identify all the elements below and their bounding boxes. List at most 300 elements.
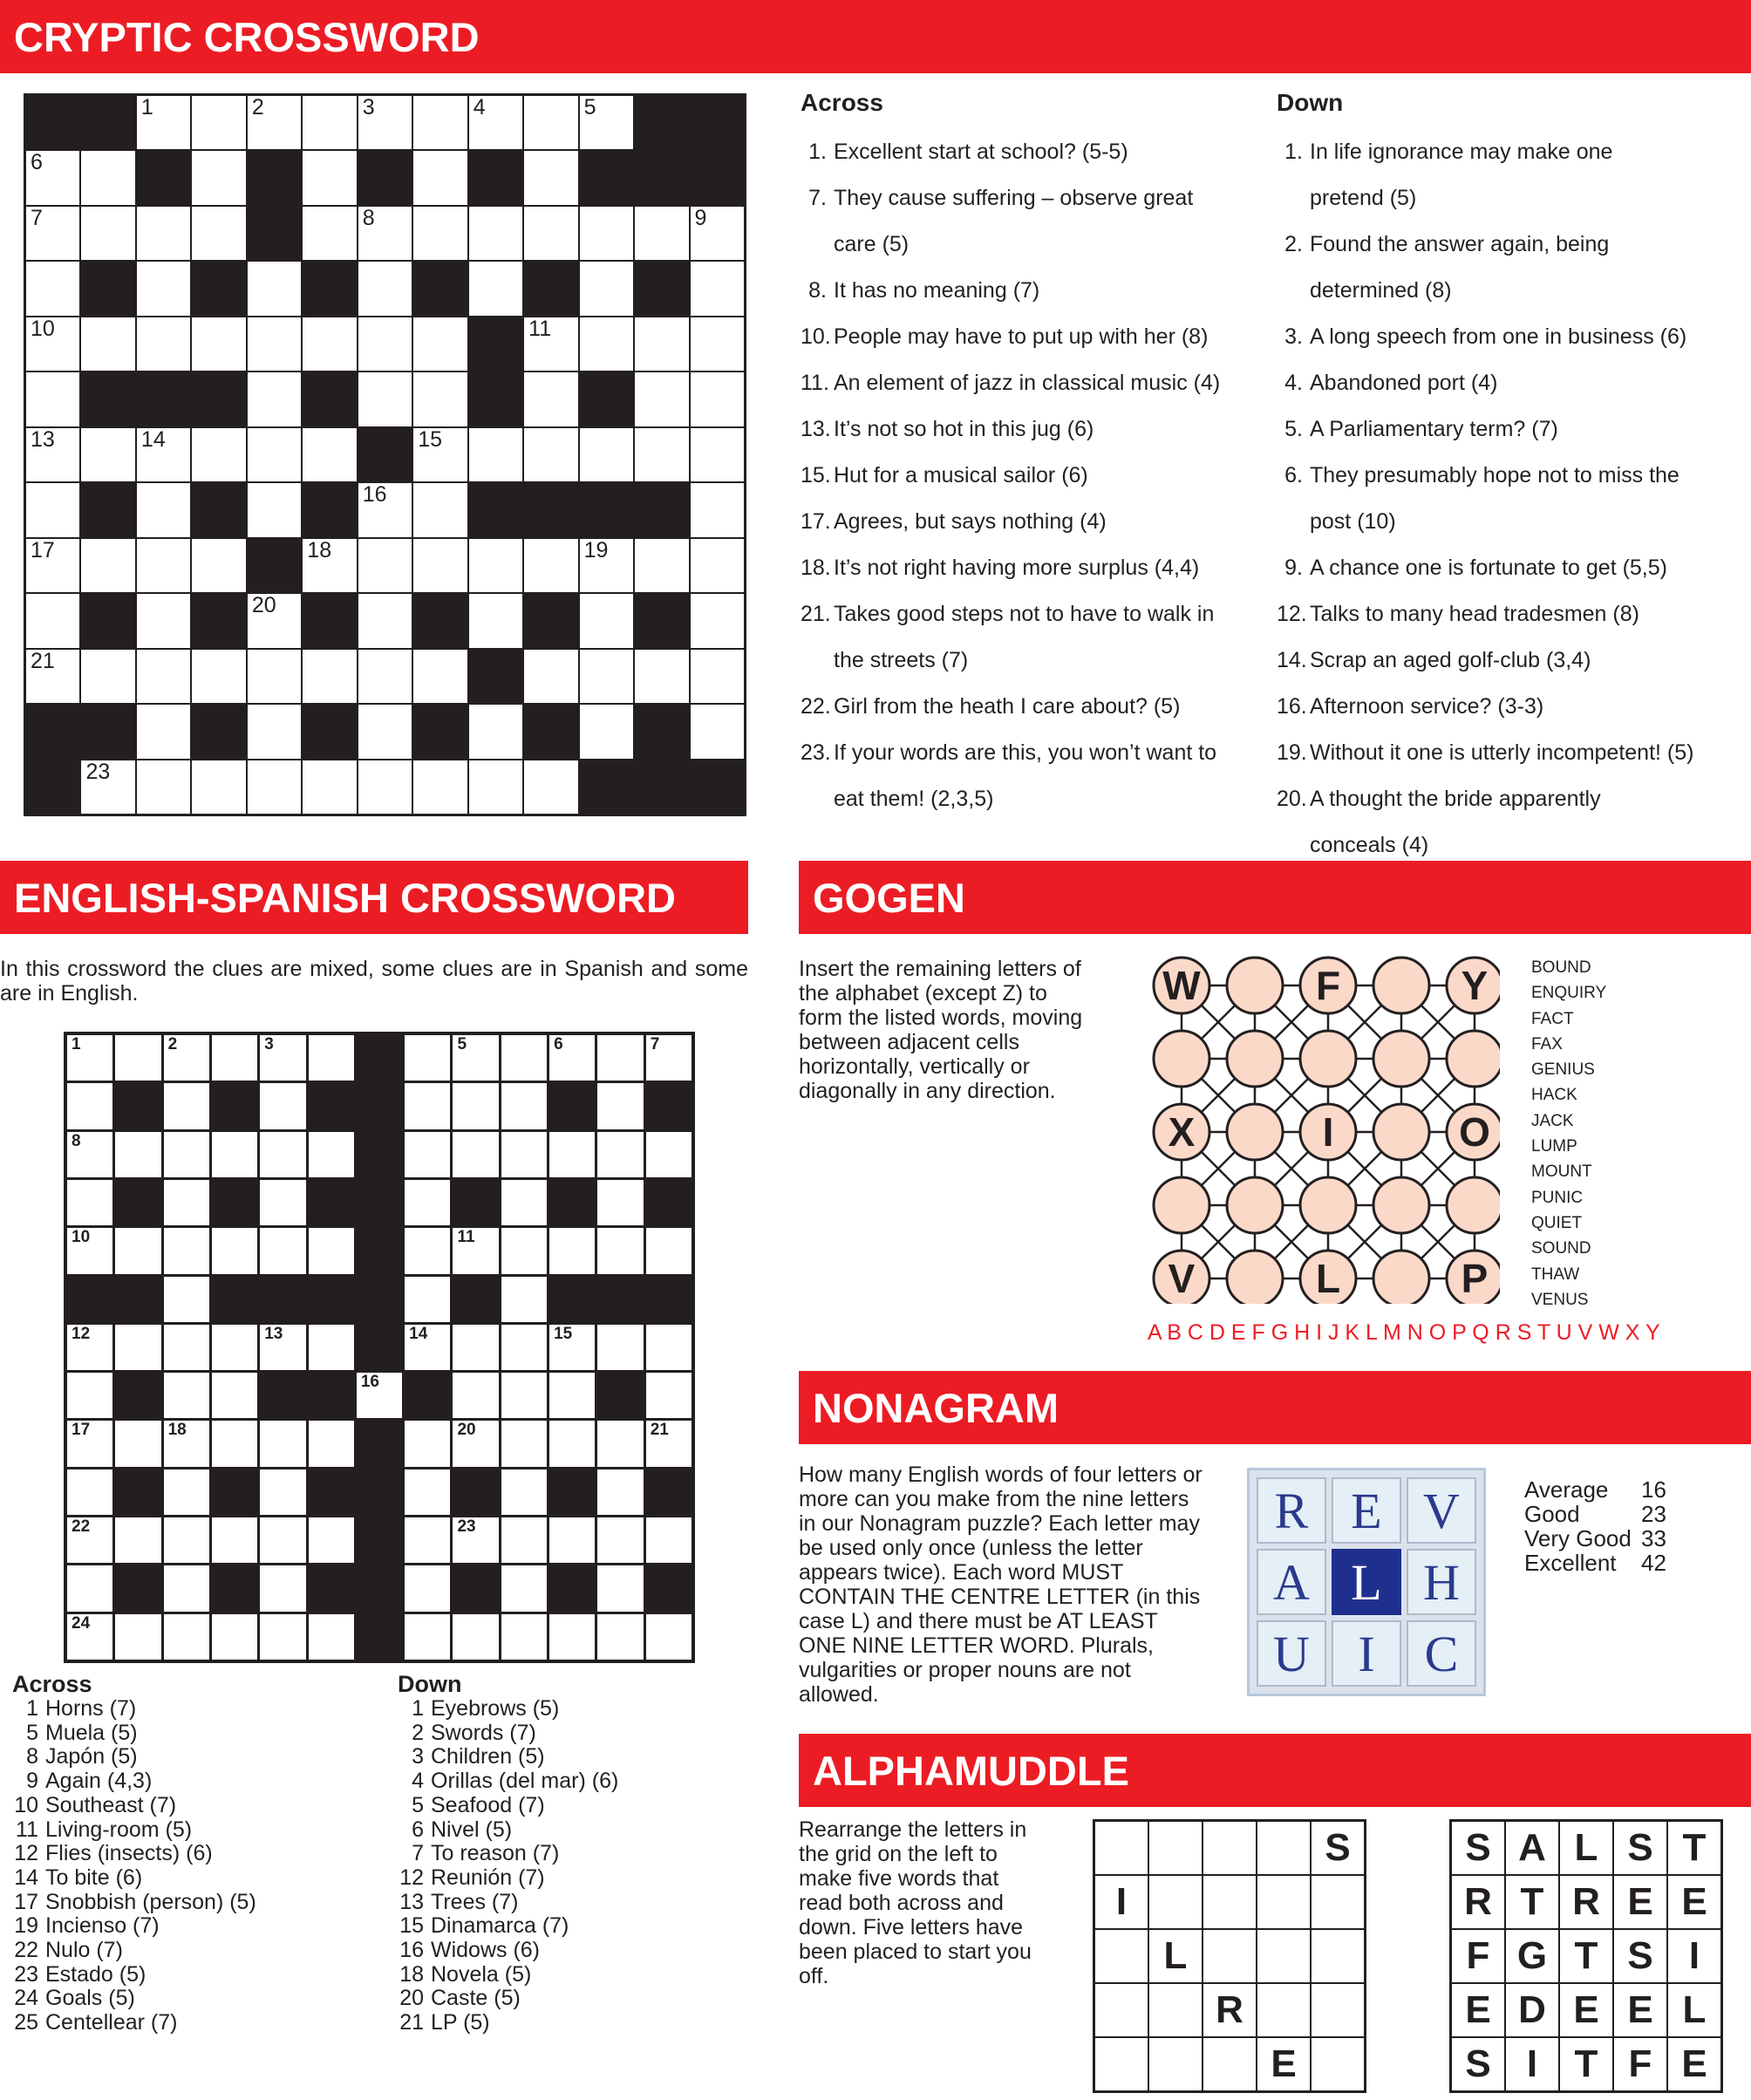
- alphamuddle-cell[interactable]: L: [1149, 1930, 1202, 1982]
- grid-cell[interactable]: [303, 317, 356, 371]
- grid-cell[interactable]: [358, 372, 412, 426]
- grid-cell[interactable]: [646, 1373, 692, 1418]
- grid-cell[interactable]: [524, 760, 577, 814]
- grid-cell[interactable]: [580, 705, 633, 758]
- grid-cell[interactable]: [597, 1325, 643, 1370]
- gogen-cell[interactable]: [1300, 1031, 1356, 1087]
- grid-cell[interactable]: [137, 594, 190, 647]
- grid-cell[interactable]: [501, 1132, 547, 1177]
- grid-cell[interactable]: [248, 317, 301, 371]
- grid-cell[interactable]: [524, 96, 577, 149]
- grid-cell[interactable]: [453, 1325, 498, 1370]
- clue: [398, 1794, 764, 1818]
- clue-number: 24: [14, 1986, 38, 2011]
- clue-text: LP (5): [431, 2010, 490, 2035]
- clue-number: 2: [251, 95, 264, 119]
- grid-cell[interactable]: [137, 650, 190, 703]
- grid-cell[interactable]: [597, 1614, 643, 1660]
- grid-cell[interactable]: [357, 1373, 402, 1418]
- grid-cell[interactable]: [192, 207, 245, 260]
- grid-cell[interactable]: [248, 96, 301, 149]
- gogen-cell[interactable]: [1227, 1104, 1283, 1160]
- gogen-cell[interactable]: [1447, 1177, 1500, 1233]
- grid-cell[interactable]: [691, 539, 744, 592]
- grid-cell[interactable]: [405, 1083, 450, 1128]
- grid-cell[interactable]: [137, 428, 190, 481]
- grid-cell[interactable]: [309, 1035, 354, 1081]
- grid-cell[interactable]: [501, 1517, 547, 1563]
- grid-cell[interactable]: [646, 1614, 692, 1660]
- grid-cell[interactable]: [358, 262, 412, 315]
- grid-cell[interactable]: [26, 151, 79, 204]
- grid-cell[interactable]: [453, 1373, 498, 1418]
- grid-cell[interactable]: [164, 1132, 209, 1177]
- grid-cell[interactable]: [67, 1421, 112, 1466]
- grid-cell[interactable]: [597, 1035, 643, 1081]
- grid-cell[interactable]: [405, 1132, 450, 1177]
- alphamuddle-cell[interactable]: [1312, 1876, 1364, 1928]
- alphamuddle-cell[interactable]: [1095, 2038, 1148, 2090]
- grid-cell[interactable]: [691, 207, 744, 260]
- gogen-cell[interactable]: [1373, 1031, 1429, 1087]
- grid-cell[interactable]: [405, 1565, 450, 1611]
- clue-text: It’s not so hot in this jug (6): [834, 417, 1094, 442]
- grid-cell[interactable]: [549, 1517, 595, 1563]
- grid-cell[interactable]: [26, 428, 79, 481]
- grid-cell[interactable]: [260, 1132, 305, 1177]
- black-square: [549, 1469, 595, 1515]
- grid-cell[interactable]: [691, 262, 744, 315]
- grid-cell[interactable]: [81, 207, 134, 260]
- grid-cell[interactable]: [303, 207, 356, 260]
- grid-cell[interactable]: [212, 1228, 257, 1273]
- grid-cell[interactable]: [501, 1614, 547, 1660]
- grid-cell[interactable]: [115, 1325, 160, 1370]
- grid-cell[interactable]: [26, 372, 79, 426]
- grid-cell[interactable]: [524, 317, 577, 371]
- grid-cell[interactable]: [691, 428, 744, 481]
- grid-cell[interactable]: [137, 207, 190, 260]
- grid-cell[interactable]: [597, 1565, 643, 1611]
- grid-cell[interactable]: [358, 760, 412, 814]
- grid-cell[interactable]: [469, 760, 522, 814]
- grid-cell[interactable]: [260, 1517, 305, 1563]
- grid-cell[interactable]: [248, 372, 301, 426]
- grid-cell[interactable]: [646, 1132, 692, 1177]
- grid-cell[interactable]: [212, 1325, 257, 1370]
- grid-cell[interactable]: [358, 539, 412, 592]
- grid-cell[interactable]: [248, 650, 301, 703]
- grid-cell[interactable]: [115, 1228, 160, 1273]
- grid-cell[interactable]: [501, 1325, 547, 1370]
- grid-cell[interactable]: [164, 1614, 209, 1660]
- grid-cell[interactable]: [212, 1421, 257, 1466]
- grid-cell[interactable]: [453, 1421, 498, 1466]
- grid-cell[interactable]: [405, 1325, 450, 1370]
- alphamuddle-cell[interactable]: [1095, 1984, 1148, 2036]
- alphamuddle-cell[interactable]: [1257, 1984, 1310, 2036]
- grid-cell[interactable]: [501, 1277, 547, 1322]
- grid-cell[interactable]: [115, 1132, 160, 1177]
- gogen-cell[interactable]: [1154, 1031, 1209, 1087]
- grid-cell[interactable]: [646, 1517, 692, 1563]
- grid-cell[interactable]: [413, 96, 467, 149]
- grid-cell[interactable]: [691, 372, 744, 426]
- grid-cell[interactable]: [137, 96, 190, 149]
- grid-cell[interactable]: [405, 1614, 450, 1660]
- grid-cell[interactable]: [358, 650, 412, 703]
- gogen-title: GOGEN: [813, 874, 965, 921]
- grid-cell[interactable]: [358, 207, 412, 260]
- grid-cell[interactable]: [691, 705, 744, 758]
- grid-cell[interactable]: [524, 428, 577, 481]
- grid-cell[interactable]: [67, 1373, 112, 1418]
- grid-cell[interactable]: [26, 317, 79, 371]
- grid-cell[interactable]: [303, 760, 356, 814]
- grid-cell[interactable]: [549, 1373, 595, 1418]
- grid-cell[interactable]: [413, 539, 467, 592]
- grid-cell[interactable]: [67, 1228, 112, 1273]
- gogen-cell[interactable]: [1373, 1177, 1429, 1233]
- grid-cell[interactable]: [453, 1517, 498, 1563]
- alphamuddle-cell[interactable]: [1203, 1822, 1256, 1874]
- grid-cell[interactable]: [580, 317, 633, 371]
- grid-cell[interactable]: [303, 428, 356, 481]
- grid-cell[interactable]: [260, 1325, 305, 1370]
- grid-cell[interactable]: [469, 705, 522, 758]
- grid-cell[interactable]: [309, 1228, 354, 1273]
- grid-cell[interactable]: [597, 1469, 643, 1515]
- gogen-cell[interactable]: [1373, 1104, 1429, 1160]
- alphamuddle-cell: S: [1452, 2038, 1504, 2090]
- grid-cell[interactable]: [212, 1035, 257, 1081]
- grid-cell[interactable]: [81, 428, 134, 481]
- grid-cell[interactable]: [635, 539, 688, 592]
- alphamuddle-cell[interactable]: [1149, 1984, 1202, 2036]
- grid-cell[interactable]: [164, 1517, 209, 1563]
- grid-cell[interactable]: [580, 207, 633, 260]
- gogen-cell[interactable]: [1373, 1251, 1429, 1304]
- clue-number: 5: [26, 1720, 38, 1745]
- grid-cell[interactable]: [635, 317, 688, 371]
- alphamuddle-cell[interactable]: E: [1257, 2038, 1310, 2090]
- grid-cell[interactable]: [137, 483, 190, 536]
- grid-cell[interactable]: [212, 1517, 257, 1563]
- grid-cell[interactable]: [691, 317, 744, 371]
- grid-cell[interactable]: [26, 650, 79, 703]
- grid-cell[interactable]: [192, 151, 245, 204]
- grid-cell[interactable]: [691, 650, 744, 703]
- alphamuddle-cell[interactable]: [1312, 2038, 1364, 2090]
- alphamuddle-cell[interactable]: [1203, 1930, 1256, 1982]
- grid-cell[interactable]: [81, 317, 134, 371]
- alphamuddle-cell[interactable]: [1095, 1822, 1148, 1874]
- grid-cell[interactable]: [164, 1035, 209, 1081]
- alphamuddle-cell[interactable]: [1149, 2038, 1202, 2090]
- alphamuddle-cell[interactable]: [1203, 1876, 1256, 1928]
- grid-cell[interactable]: [81, 650, 134, 703]
- grid-cell[interactable]: [691, 594, 744, 647]
- grid-cell[interactable]: [405, 1421, 450, 1466]
- grid-cell[interactable]: [212, 1132, 257, 1177]
- grid-cell[interactable]: [67, 1083, 112, 1128]
- alphamuddle-cell[interactable]: [1257, 1822, 1310, 1874]
- grid-cell[interactable]: [260, 1614, 305, 1660]
- grid-cell[interactable]: [164, 1373, 209, 1418]
- grid-cell[interactable]: [164, 1277, 209, 1322]
- grid-cell[interactable]: [67, 1469, 112, 1515]
- grid-cell[interactable]: [358, 705, 412, 758]
- grid-cell[interactable]: [260, 1228, 305, 1273]
- alphamuddle-cell[interactable]: [1095, 1930, 1148, 1982]
- clue: [12, 2011, 378, 2035]
- grid-cell[interactable]: [646, 1035, 692, 1081]
- grid-cell[interactable]: [67, 1325, 112, 1370]
- grid-cell[interactable]: [309, 1517, 354, 1563]
- grid-cell[interactable]: [405, 1228, 450, 1273]
- grid-cell[interactable]: [260, 1421, 305, 1466]
- grid-cell[interactable]: [501, 1035, 547, 1081]
- grid-cell[interactable]: [524, 207, 577, 260]
- grid-cell[interactable]: [164, 1180, 209, 1225]
- grid-cell[interactable]: [413, 483, 467, 536]
- grid-cell[interactable]: [580, 96, 633, 149]
- grid-cell[interactable]: [192, 96, 245, 149]
- grid-cell[interactable]: [413, 151, 467, 204]
- grid-cell[interactable]: [413, 372, 467, 426]
- grid-cell[interactable]: [67, 1132, 112, 1177]
- grid-cell[interactable]: [597, 1180, 643, 1225]
- grid-cell[interactable]: [26, 594, 79, 647]
- grid-cell[interactable]: [597, 1132, 643, 1177]
- grid-cell[interactable]: [469, 207, 522, 260]
- grid-cell[interactable]: [137, 262, 190, 315]
- grid-cell[interactable]: [524, 539, 577, 592]
- gogen-cell[interactable]: [1227, 1251, 1283, 1304]
- grid-cell[interactable]: [309, 1132, 354, 1177]
- gogen-cell[interactable]: [1154, 1177, 1209, 1233]
- grid-cell[interactable]: [164, 1083, 209, 1128]
- clue: [398, 1842, 764, 1866]
- grid-cell[interactable]: [501, 1083, 547, 1128]
- grid-cell[interactable]: [164, 1325, 209, 1370]
- grid-cell[interactable]: [580, 428, 633, 481]
- grid-cell[interactable]: [67, 1517, 112, 1563]
- grid-cell[interactable]: [260, 1083, 305, 1128]
- grid-cell[interactable]: [248, 262, 301, 315]
- grid-cell[interactable]: [115, 1614, 160, 1660]
- grid-cell[interactable]: [646, 1421, 692, 1466]
- grid-cell[interactable]: [405, 1517, 450, 1563]
- grid-cell[interactable]: [413, 207, 467, 260]
- clue-number: 18.: [801, 556, 831, 581]
- grid-cell[interactable]: [646, 1325, 692, 1370]
- grid-cell[interactable]: [646, 1228, 692, 1273]
- grid-cell[interactable]: [549, 1132, 595, 1177]
- grid-cell[interactable]: [192, 428, 245, 481]
- alphamuddle-cell[interactable]: S: [1312, 1822, 1364, 1874]
- grid-cell[interactable]: [309, 1421, 354, 1466]
- gogen-cell[interactable]: [1227, 1177, 1283, 1233]
- clue-text: Trees (7): [431, 1889, 519, 1914]
- grid-cell[interactable]: [192, 760, 245, 814]
- grid-cell[interactable]: [501, 1373, 547, 1418]
- grid-cell[interactable]: [469, 428, 522, 481]
- grid-cell[interactable]: [115, 1421, 160, 1466]
- grid-cell[interactable]: [635, 428, 688, 481]
- clue: [12, 1794, 378, 1818]
- grid-cell[interactable]: [81, 760, 134, 814]
- alphamuddle-cell[interactable]: [1149, 1876, 1202, 1928]
- grid-cell[interactable]: [192, 650, 245, 703]
- clue: [1277, 175, 1748, 222]
- grid-cell[interactable]: [137, 539, 190, 592]
- clue-number: 17: [72, 1421, 91, 1440]
- grid-cell[interactable]: [413, 760, 467, 814]
- grid-cell[interactable]: [580, 650, 633, 703]
- grid-cell[interactable]: [248, 594, 301, 647]
- grid-cell[interactable]: [67, 1565, 112, 1611]
- grid-cell[interactable]: [549, 1614, 595, 1660]
- grid-cell[interactable]: [549, 1421, 595, 1466]
- grid-cell[interactable]: [26, 483, 79, 536]
- grid-cell[interactable]: [453, 1228, 498, 1273]
- grid-cell[interactable]: [597, 1421, 643, 1466]
- grid-cell[interactable]: [413, 650, 467, 703]
- grid-cell[interactable]: [309, 1614, 354, 1660]
- grid-cell[interactable]: [212, 1614, 257, 1660]
- grid-cell[interactable]: [358, 594, 412, 647]
- grid-cell[interactable]: [248, 483, 301, 536]
- grid-cell[interactable]: [248, 760, 301, 814]
- grid-cell[interactable]: [549, 1325, 595, 1370]
- grid-cell[interactable]: [248, 428, 301, 481]
- grid-cell[interactable]: [212, 1373, 257, 1418]
- grid-cell[interactable]: [524, 372, 577, 426]
- grid-cell[interactable]: [405, 1277, 450, 1322]
- grid-cell[interactable]: [413, 317, 467, 371]
- grid-cell[interactable]: [137, 317, 190, 371]
- grid-cell[interactable]: [137, 760, 190, 814]
- grid-cell[interactable]: [501, 1421, 547, 1466]
- alphamuddle-cell[interactable]: R: [1203, 1984, 1256, 2036]
- grid-cell[interactable]: [260, 1565, 305, 1611]
- grid-cell[interactable]: [260, 1180, 305, 1225]
- grid-cell[interactable]: [549, 1228, 595, 1273]
- alphamuddle-cell[interactable]: [1257, 1930, 1310, 1982]
- grid-cell[interactable]: [26, 262, 79, 315]
- grid-cell[interactable]: [164, 1565, 209, 1611]
- grid-cell[interactable]: [469, 96, 522, 149]
- grid-cell[interactable]: [303, 539, 356, 592]
- grid-cell[interactable]: [137, 705, 190, 758]
- alphamuddle-cell[interactable]: [1312, 1984, 1364, 2036]
- grid-cell[interactable]: [192, 539, 245, 592]
- grid-cell[interactable]: [81, 151, 134, 204]
- grid-cell[interactable]: [597, 1083, 643, 1128]
- grid-cell[interactable]: [469, 262, 522, 315]
- grid-cell[interactable]: [164, 1421, 209, 1466]
- grid-cell[interactable]: [260, 1035, 305, 1081]
- grid-cell[interactable]: [67, 1035, 112, 1081]
- grid-cell[interactable]: [469, 539, 522, 592]
- grid-cell[interactable]: [67, 1180, 112, 1225]
- grid-cell[interactable]: [453, 1132, 498, 1177]
- grid-cell[interactable]: [248, 705, 301, 758]
- grid-cell[interactable]: [413, 428, 467, 481]
- grid-cell[interactable]: [115, 1517, 160, 1563]
- clue-number: 16.: [1277, 694, 1307, 719]
- grid-cell[interactable]: [501, 1228, 547, 1273]
- grid-cell[interactable]: [453, 1035, 498, 1081]
- grid-cell[interactable]: [164, 1228, 209, 1273]
- alphamuddle-cell[interactable]: [1312, 1930, 1364, 1982]
- grid-cell[interactable]: [501, 1180, 547, 1225]
- grid-cell[interactable]: [358, 317, 412, 371]
- grid-cell[interactable]: [580, 262, 633, 315]
- gogen-cell[interactable]: [1373, 958, 1429, 1013]
- grid-cell[interactable]: [303, 96, 356, 149]
- grid-cell[interactable]: [580, 594, 633, 647]
- grid-cell[interactable]: [549, 1035, 595, 1081]
- grid-cell[interactable]: [26, 539, 79, 592]
- alphamuddle-cell[interactable]: [1149, 1822, 1202, 1874]
- grid-cell[interactable]: [81, 539, 134, 592]
- grid-cell[interactable]: [303, 151, 356, 204]
- grid-cell[interactable]: [405, 1469, 450, 1515]
- grid-cell[interactable]: [597, 1228, 643, 1273]
- clue: [12, 1722, 378, 1746]
- alphamuddle-cell[interactable]: I: [1095, 1876, 1148, 1928]
- grid-cell[interactable]: [524, 650, 577, 703]
- grid-cell[interactable]: [67, 1614, 112, 1660]
- grid-cell[interactable]: [469, 594, 522, 647]
- alphamuddle-cell[interactable]: [1257, 1876, 1310, 1928]
- grid-cell[interactable]: [597, 1517, 643, 1563]
- gogen-cell[interactable]: [1227, 958, 1283, 1013]
- grid-cell[interactable]: [453, 1083, 498, 1128]
- grid-cell[interactable]: [635, 650, 688, 703]
- grid-cell[interactable]: [358, 483, 412, 536]
- alphamuddle-cell[interactable]: [1203, 2038, 1256, 2090]
- grid-cell[interactable]: [453, 1614, 498, 1660]
- black-square: [469, 483, 522, 536]
- gogen-cell[interactable]: [1227, 1031, 1283, 1087]
- grid-cell[interactable]: [405, 1180, 450, 1225]
- grid-cell[interactable]: [405, 1035, 450, 1081]
- grid-cell[interactable]: [164, 1469, 209, 1515]
- grid-cell[interactable]: [501, 1469, 547, 1515]
- grid-cell[interactable]: [635, 372, 688, 426]
- grid-cell[interactable]: [303, 650, 356, 703]
- grid-cell[interactable]: [26, 207, 79, 260]
- grid-cell[interactable]: [580, 539, 633, 592]
- grid-cell[interactable]: [309, 1325, 354, 1370]
- grid-cell[interactable]: [260, 1469, 305, 1515]
- grid-cell[interactable]: [524, 151, 577, 204]
- grid-cell[interactable]: [115, 1035, 160, 1081]
- black-square: [646, 1083, 692, 1128]
- grid-cell[interactable]: [358, 96, 412, 149]
- black-square: [358, 151, 412, 204]
- grid-cell[interactable]: [192, 317, 245, 371]
- grid-cell[interactable]: [635, 207, 688, 260]
- gogen-cell[interactable]: [1447, 1031, 1500, 1087]
- grid-cell[interactable]: [691, 483, 744, 536]
- es-down-clues: [398, 1671, 764, 2035]
- gogen-cell[interactable]: [1300, 1177, 1356, 1233]
- grid-cell[interactable]: [501, 1565, 547, 1611]
